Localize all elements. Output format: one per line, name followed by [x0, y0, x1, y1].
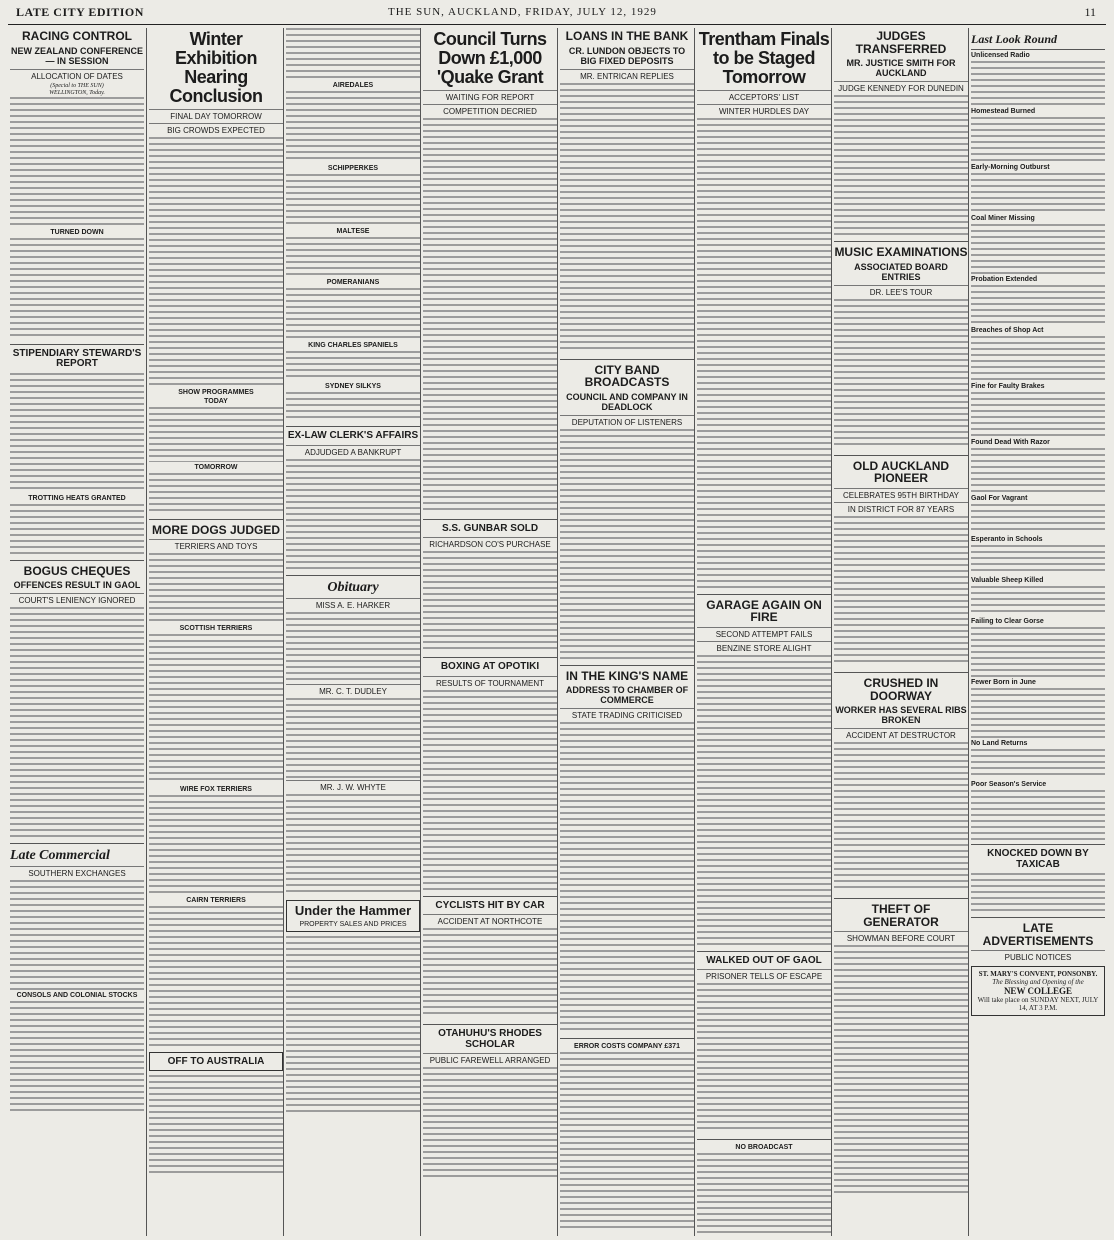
subheadline: JUDGE KENNEDY FOR DUNEDIN	[834, 81, 968, 93]
pioneer-article	[834, 460, 968, 666]
headline: Trentham Finals to be Staged Tomorrow	[698, 29, 830, 87]
article-body	[697, 655, 831, 945]
article-body	[971, 173, 1105, 213]
article-body	[697, 983, 831, 1133]
council-article	[423, 30, 557, 513]
item-head: Gaol For Vagrant	[971, 495, 1028, 502]
headline: S.S. GUNBAR SOLD	[441, 522, 539, 534]
item-head: Probation Extended	[971, 276, 1038, 283]
article-body	[286, 237, 420, 277]
ad-title: ST. MARY'S CONVENT, PONSONBY.	[978, 970, 1098, 979]
under-the-hammer-box	[286, 900, 420, 933]
article-body	[10, 97, 144, 227]
article-body	[286, 28, 420, 80]
headline: NO BROADCAST	[735, 1144, 793, 1152]
subheadline: RESULTS OF TOURNAMENT	[423, 676, 557, 688]
headline: OTAHUHU'S RHODES SCHOLAR	[438, 1028, 542, 1050]
article-body	[971, 749, 1105, 779]
loans-article	[560, 30, 694, 353]
article-body	[834, 95, 968, 235]
article-body	[10, 607, 144, 837]
ad-heading: NEW COLLEGE	[1003, 986, 1073, 997]
item-head: Valuable Sheep Killed	[971, 577, 1044, 584]
section-head: SHOW PROGRAMMES	[178, 388, 254, 396]
section-head: WIRE FOX TERRIERS	[180, 786, 252, 794]
subheadline: MR. JUSTICE SMITH FOR AUCKLAND	[846, 58, 956, 79]
generator-article	[834, 903, 968, 1195]
subheadline: RICHARDSON CO'S PURCHASE	[423, 537, 557, 549]
article-body	[149, 795, 283, 895]
article-body	[834, 299, 968, 449]
section-head: MALTESE	[336, 228, 370, 235]
newspaper-dateline: THE SUN, AUCKLAND, FRIDAY, JULY 12, 1929	[388, 6, 657, 18]
item-head: Coal Miner Missing	[971, 215, 1035, 222]
item-head: Found Dead With Razor	[971, 439, 1050, 446]
column-rule	[146, 28, 147, 1236]
headline: LOANS IN THE BANK	[565, 29, 689, 43]
cyclists-article	[423, 901, 557, 1019]
article-body	[971, 688, 1105, 738]
boxing-article	[423, 662, 557, 890]
column-rule	[420, 28, 421, 1236]
public-notices-label: PUBLIC NOTICES	[971, 950, 1105, 962]
article-body	[149, 634, 283, 784]
judges-article	[834, 30, 968, 235]
special-credit: (Special to THE SUN)	[50, 82, 104, 89]
subheadline: SHOWMAN BEFORE COURT	[834, 931, 968, 943]
ad-text: The Blessing and Opening of the	[992, 978, 1084, 987]
subheadline: COMPETITION DECRIED	[423, 104, 557, 116]
article-body	[971, 504, 1105, 534]
item-head: Esperanto in Schools	[971, 536, 1043, 543]
article-body	[149, 553, 283, 623]
article-body	[10, 373, 144, 493]
column-rule	[968, 28, 969, 1236]
crushed-article	[834, 677, 968, 892]
article-body	[286, 351, 420, 381]
article-body	[149, 906, 283, 1046]
law-clerk-article	[286, 431, 420, 569]
acceptors-list	[697, 118, 831, 588]
headline: WALKED OUT OF GAOL	[706, 954, 822, 966]
subheadline: MR. ENTRICAN REPLIES	[560, 69, 694, 81]
subheadline: WORKER HAS SEVERAL RIBS BROKEN	[835, 705, 967, 726]
headline: KNOCKED DOWN BY TAXICAB	[987, 848, 1089, 870]
subheadline: SOUTHERN EXCHANGES	[10, 866, 144, 878]
article-body	[834, 945, 968, 1195]
column-3	[286, 28, 420, 1236]
column-7	[834, 28, 968, 1236]
column-rule	[557, 28, 558, 1236]
dateline: WELLINGTON, Today.	[49, 89, 105, 96]
subheadline: CELEBRATES 95TH BIRTHDAY	[834, 488, 968, 500]
stock-table	[10, 1001, 144, 1111]
subheadline: PROPERTY SALES AND PRICES	[299, 920, 407, 928]
headline: JUDGES TRANSFERRED	[855, 29, 947, 56]
subheadline: WAITING FOR REPORT	[423, 90, 557, 102]
obituary-article	[286, 580, 420, 894]
article-body	[10, 504, 144, 554]
subheadline: STATE TRADING CRITICISED	[560, 708, 694, 720]
subheadline: MR. J. W. WHYTE	[286, 780, 420, 792]
article-body	[971, 790, 1105, 840]
bogus-cheques-article	[10, 565, 144, 838]
article-body	[834, 516, 968, 666]
item-head: Early-Morning Outburst	[971, 164, 1050, 171]
article-body	[971, 545, 1105, 575]
music-article	[834, 246, 968, 449]
subheadline: COUNCIL AND COMPANY IN DEADLOCK	[566, 391, 688, 412]
article-body	[971, 873, 1105, 913]
subheadline: WINTER HURDLES DAY	[697, 104, 831, 116]
article-body	[286, 288, 420, 340]
article-body	[286, 91, 420, 163]
section-head: SCHIPPERKES	[327, 165, 379, 172]
headline: Council Turns Down £1,000 'Quake Grant	[433, 29, 547, 87]
article-body	[149, 1075, 283, 1175]
column-rule	[694, 28, 695, 1236]
section-head: AIREDALES	[332, 82, 374, 89]
article-body	[971, 627, 1105, 677]
item-head: Unlicensed Radio	[971, 52, 1030, 59]
subheadline: FINAL DAY TOMORROW	[149, 109, 283, 121]
section-head: TURNED DOWN	[50, 228, 104, 236]
subheadline: PRISONER TELLS OF ESCAPE	[697, 969, 831, 981]
article-body	[10, 880, 144, 990]
stipendiary-article	[10, 349, 144, 554]
article-body	[149, 407, 283, 462]
article-body	[971, 117, 1105, 162]
headline: EX-LAW CLERK'S AFFAIRS	[287, 430, 419, 441]
subheadline: BIG CROWDS EXPECTED	[149, 123, 283, 135]
headline: GARAGE AGAIN ON FIRE	[706, 597, 822, 625]
headline: STIPENDIARY STEWARD'S REPORT	[12, 347, 142, 370]
headline: MUSIC EXAMINATIONS	[834, 245, 968, 260]
garage-article	[697, 599, 831, 945]
article-body	[560, 722, 694, 1032]
section-head: CAIRN TERRIERS	[186, 897, 246, 905]
subheadline: COURT'S LENIENCY IGNORED	[10, 593, 144, 605]
article-body	[286, 794, 420, 894]
item-head: Homestead Burned	[971, 108, 1036, 115]
subheadline: MR. C. T. DUDLEY	[286, 684, 420, 696]
article-body	[286, 392, 420, 422]
section-head: SYDNEY SILKYS	[325, 383, 381, 390]
subheadline: BENZINE STORE ALIGHT	[697, 641, 831, 653]
headline: OLD AUCKLAND PIONEER	[852, 458, 950, 486]
trentham-article	[697, 30, 831, 588]
column-4	[423, 28, 557, 1236]
subheadline: CR. LUNDON OBJECTS TO BIG FIXED DEPOSITS	[568, 45, 686, 66]
column-rule	[283, 28, 284, 1236]
section-head: POMERANIANS	[326, 279, 380, 286]
article-body	[286, 698, 420, 778]
article-body	[286, 612, 420, 682]
section-title: Late Commercial	[10, 848, 110, 864]
subheadline: ALLOCATION OF DATES	[10, 69, 144, 81]
article-body	[560, 83, 694, 353]
section-head: KING CHARLES SPANIELS	[308, 342, 398, 349]
section-head: TROTTING HEATS GRANTED	[28, 494, 126, 502]
late-ads-header: LATE ADVERTISEMENTS	[982, 921, 1094, 948]
winter-exhibition-article	[149, 30, 283, 513]
article-body	[560, 429, 694, 659]
subheadline: DEPUTATION OF LISTENERS	[560, 415, 694, 427]
gunbar-article	[423, 524, 557, 652]
headline: RACING CONTROL	[22, 29, 132, 43]
convent-advertisement	[971, 966, 1105, 1016]
subheadline: IN DISTRICT FOR 87 YEARS	[834, 502, 968, 514]
otahuhu-article	[423, 1029, 557, 1177]
section-title: Last Look Round	[971, 32, 1058, 46]
subheadline: ASSOCIATED BOARD ENTRIES	[854, 261, 948, 282]
headline: BOXING AT OPOTIKI	[440, 661, 540, 673]
band-article	[560, 364, 694, 659]
subheadline: ACCIDENT AT NORTHCOTE	[423, 914, 557, 926]
item-head: Poor Season's Service	[971, 781, 1047, 788]
subheadline: NEW ZEALAND CONFERENCE — IN SESSION	[11, 45, 143, 66]
item-head: Breaches of Shop Act	[971, 327, 1044, 334]
headline: IN THE KING'S NAME	[565, 668, 689, 683]
edition-label: LATE CITY EDITION	[16, 5, 144, 19]
item-head: Failing to Clear Gorse	[971, 618, 1044, 625]
page-number: 11	[1084, 5, 1096, 19]
subheadline: ACCEPTORS' LIST	[697, 90, 831, 102]
column-2	[149, 28, 283, 1236]
more-dogs-article	[149, 524, 283, 1047]
article-body	[834, 742, 968, 892]
section-head: SCOTTISH TERRIERS	[179, 625, 253, 633]
article-body	[423, 551, 557, 651]
item-head: Fine for Faulty Brakes	[971, 383, 1045, 390]
subheadline: MISS A. E. HARKER	[286, 598, 420, 610]
item-head: Fewer Born in June	[971, 679, 1036, 686]
article-body	[971, 336, 1105, 381]
article-body	[971, 448, 1105, 493]
headline: Under the Hammer	[294, 902, 412, 918]
subheadline: PUBLIC FAREWELL ARRANGED	[423, 1053, 557, 1065]
article-body	[286, 936, 420, 1116]
late-commercial-article	[10, 848, 144, 1111]
subheadline: ADDRESS TO CHAMBER OF COMMERCE	[565, 685, 689, 706]
racing-control-article	[10, 30, 144, 338]
subheadline: TERRIERS AND TOYS	[149, 539, 283, 551]
article-body	[423, 690, 557, 890]
subheadline: ADJUDGED A BANKRUPT	[286, 445, 420, 457]
subheadline: OFFENCES RESULT IN GAOL	[13, 580, 141, 591]
article-body	[697, 1153, 831, 1233]
off-to-australia-box	[149, 1052, 283, 1071]
column-8	[971, 28, 1105, 1236]
subheadline: DR. LEE'S TOUR	[834, 285, 968, 297]
headline: THEFT OF GENERATOR	[863, 902, 939, 929]
headline: OFF TO AUSTRALIA	[167, 1056, 265, 1068]
column-5	[560, 28, 694, 1236]
kings-name-article	[560, 670, 694, 1033]
article-body	[286, 459, 420, 569]
ad-text: Will take place on SUNDAY NEXT, JULY 14, AT 3 P.M.	[977, 996, 1099, 1013]
subheadline: ACCIDENT AT DESTRUCTOR	[834, 728, 968, 740]
column-6	[697, 28, 831, 1236]
section-head: TODAY	[204, 397, 228, 405]
headline: Winter Exhibition Nearing Conclusion	[169, 29, 263, 106]
article-body	[971, 61, 1105, 106]
article-body	[971, 586, 1105, 616]
headline: CITY BAND BROADCASTS	[584, 362, 670, 390]
subheadline: SECOND ATTEMPT FAILS	[697, 627, 831, 639]
section-head: CONSOLS AND COLONIAL STOCKS	[16, 992, 138, 1000]
article-body	[286, 174, 420, 226]
column-rule	[831, 28, 832, 1236]
article-body	[971, 224, 1105, 274]
article-body	[149, 137, 283, 387]
headline: ERROR COSTS COMPANY £371	[574, 1043, 680, 1051]
headline: CRUSHED IN DOORWAY	[863, 675, 939, 703]
article-body	[971, 392, 1105, 437]
item-head: No Land Returns	[971, 740, 1028, 747]
headline: MORE DOGS JUDGED	[151, 522, 280, 537]
section-title: Obituary	[327, 579, 379, 595]
article-body	[971, 285, 1105, 325]
gaol-article	[697, 956, 831, 1134]
article-body	[149, 473, 283, 513]
article-body	[560, 1052, 694, 1232]
article-body	[423, 118, 557, 513]
masthead	[8, 0, 1106, 25]
article-body	[10, 238, 144, 338]
headline: CYCLISTS HIT BY CAR	[435, 899, 545, 911]
headline: BOGUS CHEQUES	[23, 563, 131, 578]
article-body	[423, 928, 557, 1018]
column-1	[10, 28, 144, 1236]
article-body	[423, 1067, 557, 1177]
section-head: TOMORROW	[194, 463, 238, 471]
